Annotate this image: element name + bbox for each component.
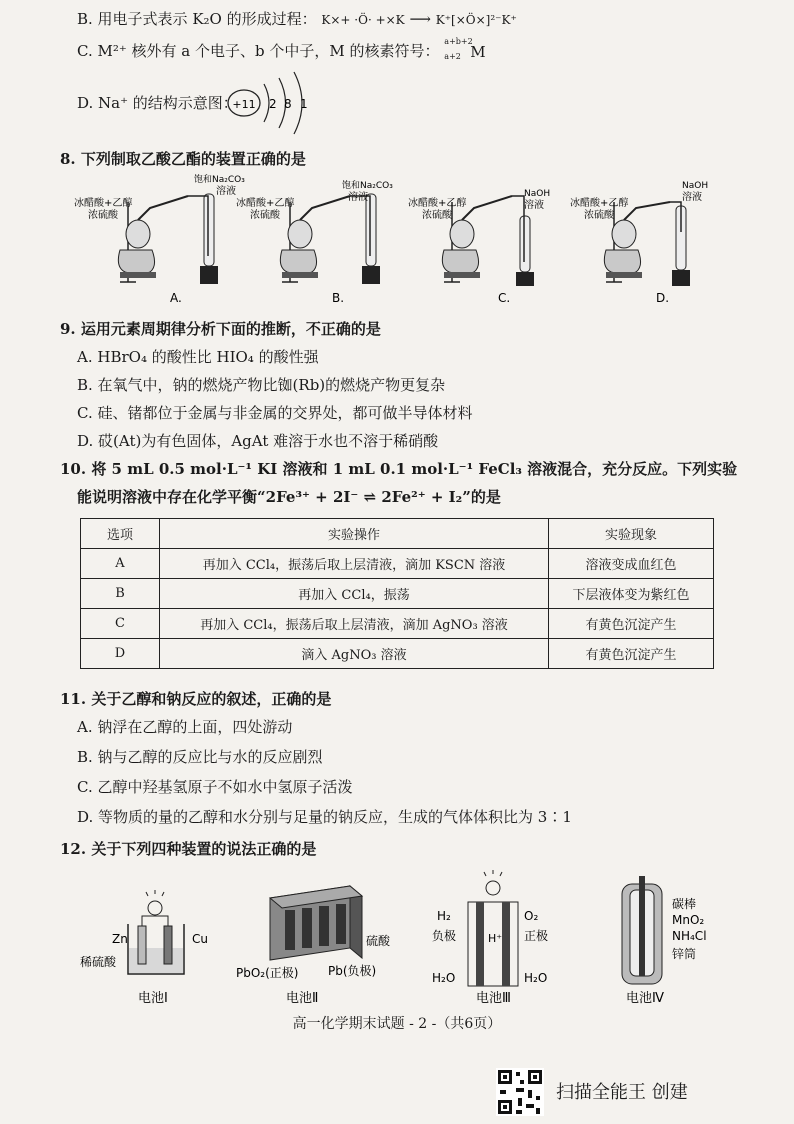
cell-3 (432, 870, 548, 1006)
row-phenomenon: 有黄色沉淀产生 (549, 609, 714, 639)
cell-4-carbon-label: 碳棒 (672, 897, 697, 911)
q11-option-a: A. 钠浮在乙醇的上面，四处游动 (77, 718, 293, 736)
qr-code-icon (496, 1068, 544, 1116)
nuclide-symbol (444, 37, 488, 61)
q10-stem-line-2: 能说明溶液中存在化学平衡“2Fe³⁺ + 2I⁻ ⇌ 2Fe²⁺ + I₂”的是 (77, 488, 501, 506)
page-footer: 高一化学期末试题 - 2 -（共6页） (292, 1016, 502, 1032)
row-phenomenon: 有黄色沉淀产生 (549, 639, 714, 669)
left-reagent-2: 浓硫酸 (88, 210, 118, 221)
shell-electrons-2: 8 (284, 97, 292, 111)
cell-2-acid-label: 硫酸 (366, 934, 391, 948)
row-option: D (81, 639, 160, 669)
row-option: A (81, 549, 160, 579)
row-phenomenon: 溶液变成血红色 (549, 549, 714, 579)
left-reagent-1: 冰醋酸+乙醇 (570, 198, 629, 209)
q11-option-c: C. 乙醇中羟基氢原子不如水中氢原子活泼 (77, 778, 353, 796)
q9-option-c: C. 硅、锗都位于金属与非金属的交界处，都可做半导体材料 (77, 404, 473, 422)
q10-stem-line-1: 10. 将 5 mL 0.5 mol·L⁻¹ KI 溶液和 1 mL 0.1 mol·L⁻¹ FeCl₃ 溶液混合，充分反应。下列实验 (60, 460, 738, 478)
bulb-icon (146, 890, 164, 915)
row-option: C (81, 609, 160, 639)
formation-arrow: ⟶ (409, 10, 431, 28)
table-row (81, 549, 714, 579)
row-operation: 滴入 AgNO₃ 溶液 (160, 639, 549, 669)
apparatus-drawing (118, 194, 218, 284)
nuclide-element-symbol: M (470, 43, 486, 61)
right-reagent-2: 溶液 (524, 200, 544, 211)
left-reagent-2: 浓硫酸 (584, 210, 614, 221)
cell-2 (236, 886, 391, 1006)
cell-4-zinc-label: 锌筒 (672, 947, 697, 961)
row-option: B (81, 579, 160, 609)
row-operation: 再加入 CCl₄，振荡后取上层清液，滴加 KSCN 溶液 (160, 549, 549, 579)
cell-3-ion-label: H⁺ (488, 932, 503, 945)
q9-option-d: D. 砹(At)为有色固体，AgAt 难溶于水也不溶于稀硝酸 (77, 432, 439, 450)
cell-4-nh4cl-label: NH₄Cl (672, 929, 707, 943)
right-reagent-2: 溶液 (348, 192, 368, 203)
row-operation: 再加入 CCl₄，振荡 (160, 579, 549, 609)
q10-experiment-table (80, 518, 714, 669)
q7-option-b-text: B. 用电子式表示 K₂O 的形成过程： (77, 10, 317, 28)
row-operation: 再加入 CCl₄，振荡后取上层清液，滴加 AgNO₃ 溶液 (160, 609, 549, 639)
cell-4-name: 电池Ⅳ (626, 991, 664, 1006)
q8-apparatus-figure (70, 172, 710, 308)
apparatus-a (74, 173, 245, 305)
cell-3-positive-label: 正极 (524, 929, 549, 943)
right-reagent-2: 溶液 (682, 192, 702, 203)
apparatus-label: A. (170, 291, 182, 305)
cell-4-mno2-label: MnO₂ (672, 913, 705, 927)
header-phenomenon: 实验现象 (549, 519, 714, 549)
k2o-formation-product: K⁺[×Ö×]²⁻K⁺ (435, 13, 517, 27)
apparatus-d (570, 181, 708, 305)
right-reagent-1: 饱和Na₂CO₃ (342, 181, 393, 191)
table-row (81, 639, 714, 669)
cell-2-name: 电池Ⅱ (286, 991, 319, 1006)
q12-battery-figure (80, 866, 720, 1011)
q11-stem: 11. 关于乙醇和钠反应的叙述，正确的是 (60, 690, 332, 708)
header-option: 选项 (81, 519, 160, 549)
nucleus-charge: +11 (232, 98, 256, 111)
cell-1-cu-label: Cu (192, 932, 208, 946)
nuclide-mass-number: a+b+2 (444, 37, 473, 46)
cell-2-negative-label: Pb(负极) (328, 964, 377, 978)
header-operation: 实验操作 (160, 519, 549, 549)
right-reagent-1: 饱和Na₂CO₃ (194, 175, 245, 185)
apparatus-c (408, 189, 550, 305)
table-row (81, 609, 714, 639)
apparatus-label: C. (498, 291, 511, 305)
apparatus-drawing (442, 196, 534, 286)
apparatus-label: D. (656, 291, 670, 305)
q7-option-b (77, 8, 517, 29)
q11-option-d: D. 等物质的量的乙醇和水分别与足量的钠反应，生成的气体体积比为 3∶1 (77, 808, 572, 826)
right-reagent-1: NaOH (524, 189, 551, 199)
cell-1-name: 电池Ⅰ (138, 991, 168, 1006)
left-reagent-1: 冰醋酸+乙醇 (408, 198, 467, 209)
left-reagent-1: 冰醋酸+乙醇 (236, 198, 295, 209)
q7-option-d (77, 92, 238, 113)
table-row (81, 579, 714, 609)
apparatus-drawing (604, 202, 690, 286)
q11-option-b: B. 钠与乙醇的反应比与水的反应剧烈 (77, 748, 323, 766)
apparatus-b (236, 179, 393, 305)
cell-2-positive-label: PbO₂(正极) (236, 966, 299, 980)
left-reagent-2: 浓硫酸 (250, 210, 280, 221)
nuclide-atomic-number: a+2 (444, 52, 461, 61)
k2o-formation-reactants: K×+ ·Ö· +×K (321, 13, 405, 27)
cell-1-zn-label: Zn (112, 932, 128, 946)
left-reagent-2: 浓硫酸 (422, 210, 452, 221)
scanner-watermark: 扫描全能王 创建 (556, 1082, 688, 1103)
cell-3-water-left-label: H₂O (432, 971, 456, 985)
table-header-row (81, 519, 714, 549)
cell-3-h2-label: H₂ (437, 909, 451, 923)
apparatus-drawing (280, 194, 380, 284)
q8-stem: 8. 下列制取乙酸乙酯的装置正确的是 (60, 150, 306, 168)
cell-1-electrolyte-label: 稀硫酸 (80, 955, 117, 969)
left-reagent-1: 冰醋酸+乙醇 (74, 198, 133, 209)
q7-option-c (77, 37, 488, 61)
na-ion-structure-diagram (226, 70, 316, 136)
cell-3-name: 电池Ⅲ (476, 991, 511, 1006)
right-reagent-2: 溶液 (216, 186, 236, 197)
shell-electrons-1: 2 (269, 97, 277, 111)
bulb-icon (484, 870, 502, 895)
apparatus-label: B. (332, 291, 345, 305)
q7-option-c-text: C. M²⁺ 核外有 a 个电子、b 个中子，M 的核素符号： (77, 42, 440, 60)
cell-3-negative-label: 负极 (432, 929, 457, 943)
q9-stem: 9. 运用元素周期律分析下面的推断，不正确的是 (60, 320, 381, 338)
cell-1 (80, 890, 208, 1006)
cell-3-o2-label: O₂ (524, 909, 539, 923)
q9-option-a: A. HBrO₄ 的酸性比 HIO₄ 的酸性强 (77, 348, 319, 366)
right-reagent-1: NaOH (682, 181, 709, 191)
q7-option-d-text: D. Na⁺ 的结构示意图： (77, 94, 238, 112)
cell-3-water-right-label: H₂O (524, 971, 548, 985)
row-phenomenon: 下层液体变为紫红色 (549, 579, 714, 609)
shell-electrons-3: 1 (300, 97, 308, 111)
q9-option-b: B. 在氧气中，钠的燃烧产物比铷(Rb)的燃烧产物更复杂 (77, 376, 446, 394)
q12-stem: 12. 关于下列四种装置的说法正确的是 (60, 840, 317, 858)
cell-4 (622, 876, 707, 1006)
